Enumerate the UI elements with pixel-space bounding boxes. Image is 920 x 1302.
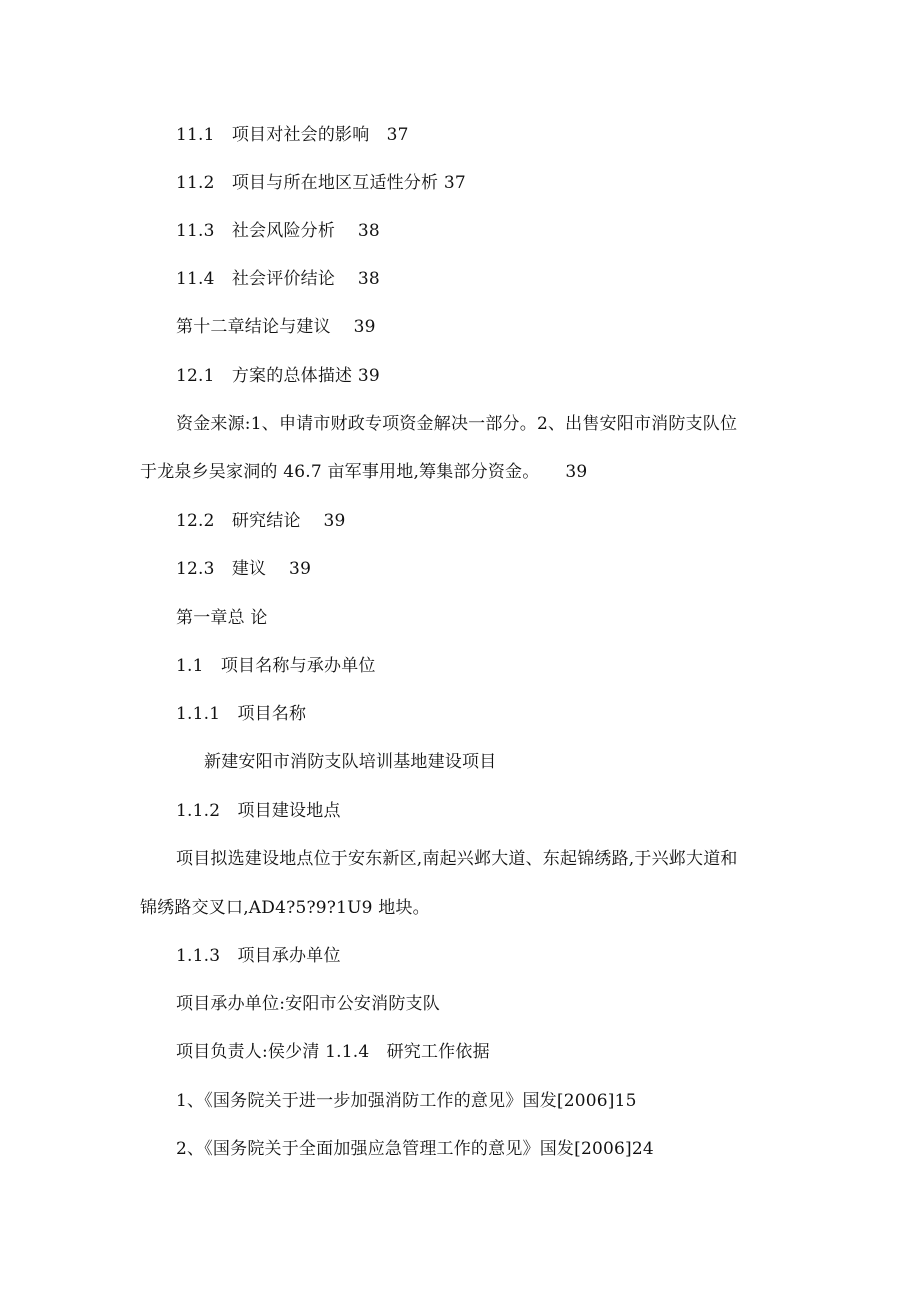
toc-entry-11-4: 11.4 社会评价结论 38 [176, 269, 380, 289]
section-1-1-3-heading: 1.1.3 项目承办单位 [176, 946, 341, 966]
toc-entry-11-3: 11.3 社会风险分析 38 [176, 221, 380, 241]
organizer-text: 项目承办单位:安阳市公安消防支队 [176, 994, 440, 1014]
section-1-1-1-heading: 1.1.1 项目名称 [176, 704, 307, 724]
toc-entry-12-2: 12.2 研究结论 39 [176, 511, 346, 531]
toc-entry-12-3: 12.3 建议 39 [176, 559, 312, 579]
toc-entry-11-1: 11.1 项目对社会的影响 37 [176, 125, 409, 145]
toc-entry-11-2: 11.2 项目与所在地区互适性分析 37 [176, 173, 466, 193]
funding-source-line-2: 于龙泉乡吴家洞的 46.7 亩军事用地,筹集部分资金。 39 [140, 462, 588, 482]
toc-entry-chapter-12: 第十二章结论与建议 39 [176, 317, 376, 337]
project-name-text: 新建安阳市消防支队培训基地建设项目 [204, 752, 497, 772]
basis-item-2: 2、《国务院关于全面加强应急管理工作的意见》国发[2006]24 [176, 1139, 654, 1159]
section-1-1-2-heading: 1.1.2 项目建设地点 [176, 801, 341, 821]
funding-source-line-1: 资金来源:1、申请市财政专项资金解决一部分。2、出售安阳市消防支队位 [176, 414, 738, 434]
project-location-line-1: 项目拟选建设地点位于安东新区,南起兴邺大道、东起锦绣路,于兴邺大道和 [176, 849, 738, 869]
project-leader-and-section-1-1-4: 项目负责人:侯少清 1.1.4 研究工作依据 [176, 1042, 490, 1062]
project-location-line-2: 锦绣路交叉口,AD4?5?9?1U9 地块。 [140, 898, 430, 918]
chapter-1-heading: 第一章总 论 [176, 608, 268, 628]
toc-entry-12-1: 12.1 方案的总体描述 39 [176, 366, 380, 386]
section-1-1-heading: 1.1 项目名称与承办单位 [176, 656, 376, 676]
basis-item-1: 1、《国务院关于进一步加强消防工作的意见》国发[2006]15 [176, 1091, 637, 1111]
